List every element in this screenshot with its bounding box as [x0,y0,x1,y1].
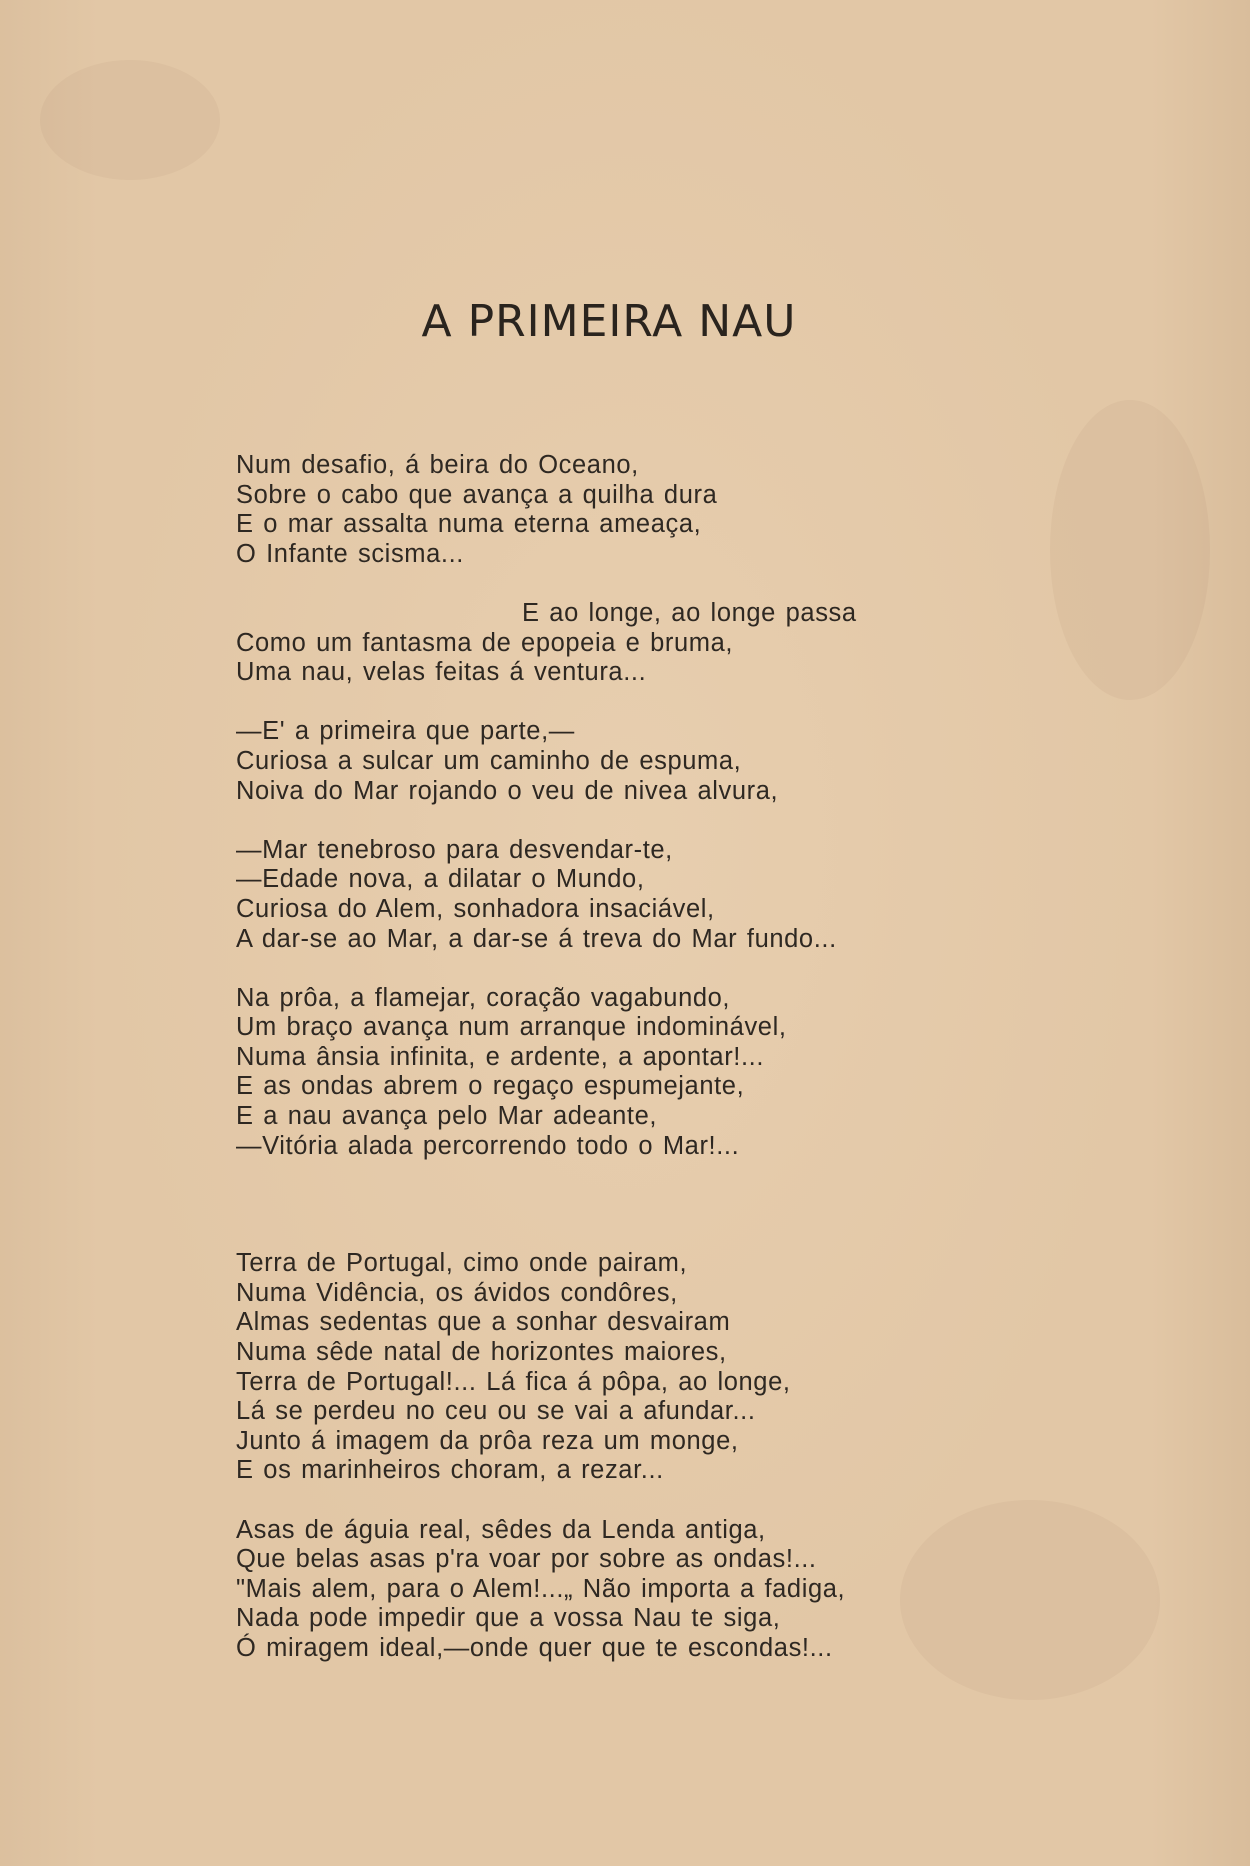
stanza [236,1249,956,1486]
paper-stain [1050,400,1210,700]
poem-line: Terra de Portugal, cimo onde pairam, [236,1249,688,1278]
poem-line: Noiva do Mar rojando o veu de nivea alvura, [236,776,779,805]
poem-line: —E' a primeira que parte,— [236,717,575,746]
poem-line: Numa ânsia infinita, e ardente, a apontar!... [236,1042,765,1071]
poem-line: Numa Vidência, os ávidos condôres, [236,1278,678,1307]
poem-line: Junto á imagem da prôa reza um monge, [236,1426,739,1455]
stanza [236,717,956,806]
poem-line: Lá se perdeu no ceu ou se vai a afundar... [236,1397,756,1426]
stanza [236,451,956,688]
poem-line: "Mais alem, para o Alem!...„ Não importa a fadiga, [236,1574,846,1603]
poem-line: Sobre o cabo que avança a quilha dura [236,480,718,509]
poem-line: O Infante scisma... [236,539,464,568]
poem-line: Na prôa, a flamejar, coração vagabundo, [236,983,731,1012]
poem-line: Numa sêde natal de horizontes maiores, [236,1338,727,1367]
poem-line: E os marinheiros choram, a rezar... [236,1456,664,1485]
poem-line: Nada pode impedir que a vossa Nau te siga, [236,1604,781,1633]
poem-line: Como um fantasma de epopeia e bruma, [236,628,734,657]
poem-line: Que belas asas p'ra voar por sobre as ondas!... [236,1545,817,1574]
poem-line: Um braço avança num arranque indominável, [236,1013,787,1042]
poem-line: —Edade nova, a dilatar o Mundo, [236,865,645,894]
poem-line: —Vitória alada percorrendo todo o Mar!... [236,1131,740,1160]
poem-line: Ó miragem ideal,—onde quer que te escondas!... [236,1633,833,1662]
stanza [236,984,956,1162]
poem-line: E a nau avança pelo Mar adeante, [236,1102,658,1131]
poem-line: Num desafio, á beira do Oceano, [236,451,639,479]
poem-body [236,451,956,1693]
poem-line: Uma nau, velas feitas á ventura... [236,658,647,687]
paper-stain [40,60,220,180]
poem-line: Asas de águia real, sêdes da Lenda antiga, [236,1515,766,1544]
poem-line: Almas sedentas que a sonhar desvairam [236,1308,731,1337]
poem-line: E o mar assalta numa eterna ameaça, [236,510,702,539]
poem-line: —Mar tenebroso para desvendar-te, [236,835,673,864]
poem-line: Curiosa a sulcar um caminho de espuma, [236,746,742,775]
poem-line: E ao longe, ao longe passa [522,598,857,627]
stanza [236,836,956,954]
poem-line: Curiosa do Alem, sonhadora insaciável, [236,894,715,923]
poem-line [236,569,956,599]
poem-title: A PRIMEIRA NAU [421,296,797,347]
stanza [236,1516,956,1664]
poem-line: A dar-se ao Mar, a dar-se á treva do Mar fundo... [236,924,837,953]
poem-line: E as ondas abrem o regaço espumejante, [236,1072,745,1101]
poem-line: Terra de Portugal!... Lá fica á pôpa, ao longe, [236,1367,791,1396]
